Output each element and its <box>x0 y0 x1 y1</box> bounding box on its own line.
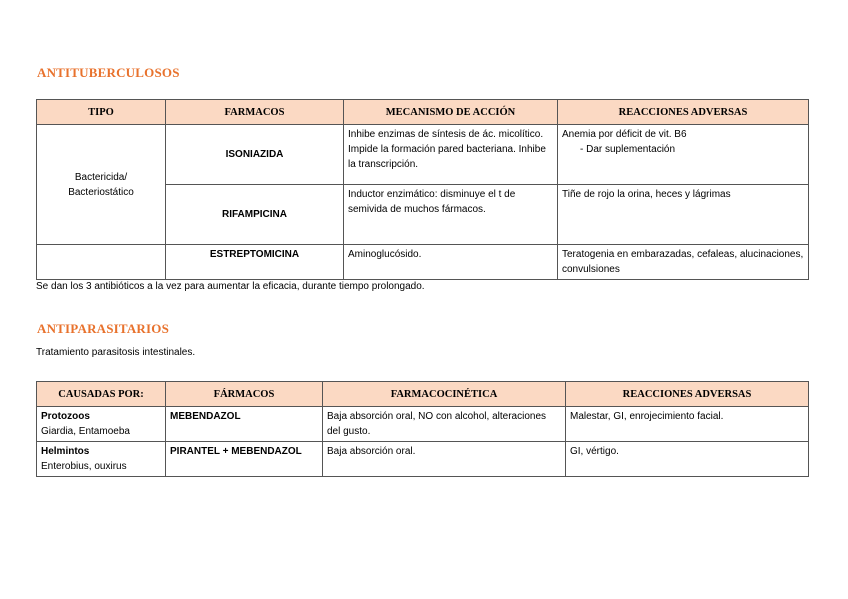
header-tipo: TIPO <box>37 100 166 125</box>
reaccion-cell: Tiñe de rojo la orina, heces y lágrimas <box>558 185 809 245</box>
antiparasitarios-table <box>36 381 809 477</box>
reaccion-cell: Malestar, GI, enrojecimiento facial. <box>566 407 809 442</box>
mecanismo-cell: Inductor enzimático: disminuye el t de semivida de muchos fármacos. <box>344 185 558 245</box>
farmaco-cell: ESTREPTOMICINA <box>166 245 344 280</box>
reaccion-subitem: - Dar suplementación <box>580 144 676 155</box>
causa-cell <box>37 442 166 477</box>
causa-sub: Giardia, Entamoeba <box>41 426 130 437</box>
reaccion-text: Anemia por déficit de vit. B6 <box>562 129 687 140</box>
causa-label: Helmintos <box>41 446 90 457</box>
farmacocinetica-cell: Baja absorción oral. <box>323 442 566 477</box>
farmaco-cell: ISONIAZIDA <box>166 125 344 185</box>
header-reacciones: REACCIONES ADVERSAS <box>566 382 809 407</box>
header-farmacos: FÁRMACOS <box>166 382 323 407</box>
header-mecanismo: MECANISMO DE ACCIÓN <box>344 100 558 125</box>
antituberculosos-table <box>36 99 809 280</box>
header-causadas: CAUSADAS POR: <box>37 382 166 407</box>
table-row <box>37 407 809 442</box>
section-title-antituberculosos: ANTITUBERCULOSOS <box>37 65 180 80</box>
farmacocinetica-cell: Baja absorción oral, NO con alcohol, alteraciones del gusto. <box>323 407 566 442</box>
section-title-antiparasitarios: ANTIPARASITARIOS <box>37 321 170 336</box>
mecanismo-cell: Aminoglucósido. <box>344 245 558 280</box>
empty-cell <box>37 245 166 280</box>
tipo-cell: Bactericida/ Bacteriostático <box>37 125 166 245</box>
header-farmacos: FARMACOS <box>166 100 344 125</box>
antituberculosos-note: Se dan los 3 antibióticos a la vez para aumentar la eficacia, durante tiempo prolongado. <box>36 281 425 292</box>
table-row <box>37 245 809 280</box>
farmaco-cell: MEBENDAZOL <box>166 407 323 442</box>
table-row <box>37 125 809 185</box>
farmaco-cell: RIFAMPICINA <box>166 185 344 245</box>
table-header-row <box>37 100 809 125</box>
causa-sub: Enterobius, ouxirus <box>41 461 127 472</box>
table-row <box>37 442 809 477</box>
causa-cell <box>37 407 166 442</box>
causa-label: Protozoos <box>41 411 90 422</box>
mecanismo-cell: Inhibe enzimas de síntesis de ác. micolítico. Impide la formación pared bacteriana. Inhibe la transcripción. <box>344 125 558 185</box>
farmaco-cell: PIRANTEL + MEBENDAZOL <box>166 442 323 477</box>
table-header-row <box>37 382 809 407</box>
reaccion-cell: GI, vértigo. <box>566 442 809 477</box>
reaccion-cell: Teratogenia en embarazadas, cefaleas, alucinaciones, convulsiones <box>558 245 809 280</box>
reaccion-cell <box>558 125 809 185</box>
header-reacciones: REACCIONES ADVERSAS <box>558 100 809 125</box>
header-farmacocinetica: FARMACOCINÉTICA <box>323 382 566 407</box>
antiparasitarios-intro: Tratamiento parasitosis intestinales. <box>36 347 196 358</box>
